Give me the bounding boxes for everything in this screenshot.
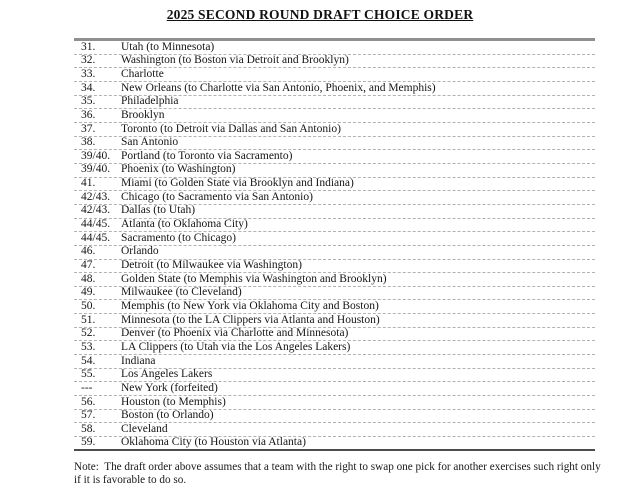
pick-number: 51. — [81, 313, 96, 326]
team-entry: Phoenix (to Washington) — [121, 164, 236, 176]
table-row — [74, 55, 595, 69]
table-row — [74, 437, 595, 451]
pick-number: 55. — [81, 368, 96, 381]
pick-number: 59. — [81, 436, 96, 449]
table-row — [74, 328, 595, 342]
table-row — [74, 219, 595, 233]
table-row — [74, 164, 595, 178]
pick-number: 37. — [81, 122, 96, 135]
team-entry: Minnesota (to the LA Clippers via Atlanta and Houston) — [121, 314, 380, 326]
table-row — [74, 41, 595, 55]
team-entry: Milwaukee (to Cleveland) — [121, 287, 242, 299]
team-entry: Chicago (to Sacramento via San Antonio) — [121, 191, 313, 203]
team-entry: Philadelphia — [121, 96, 179, 108]
team-entry: San Antonio — [121, 137, 179, 149]
pick-number: 38. — [81, 136, 96, 149]
pick-number: 39/40. — [81, 163, 111, 176]
pick-number: 42/43. — [81, 190, 111, 203]
pick-number: 44/45. — [81, 231, 111, 244]
table-row — [74, 260, 595, 274]
team-entry: Los Angeles Lakers — [121, 369, 213, 381]
table-row — [74, 287, 595, 301]
pick-number: 49. — [81, 286, 96, 299]
table-row — [74, 341, 595, 355]
team-entry: New York (forfeited) — [121, 382, 218, 394]
pick-number: 44/45. — [81, 218, 111, 231]
pick-number: 53. — [81, 341, 96, 354]
table-row — [74, 68, 595, 82]
team-entry: Cleveland — [121, 423, 168, 435]
pick-number: 31. — [81, 40, 96, 53]
table-row — [74, 178, 595, 192]
table-row — [74, 246, 595, 260]
team-entry: Atlanta (to Oklahoma City) — [121, 219, 248, 231]
table-row — [74, 410, 595, 424]
footnote-line-2: if it is favorable to do so. — [74, 473, 187, 486]
pick-number: 58. — [81, 422, 96, 435]
draft-order-table — [74, 38, 595, 451]
team-entry: Sacramento (to Chicago) — [121, 232, 236, 244]
pick-number: 36. — [81, 108, 96, 121]
team-entry: Charlotte — [121, 68, 164, 80]
team-entry: Golden State (to Memphis via Washington and Brooklyn) — [121, 273, 387, 285]
pick-number: 32. — [81, 54, 96, 67]
table-row — [74, 382, 595, 396]
table-row — [74, 355, 595, 369]
team-entry: New Orleans (to Charlotte via San Antonio, Phoenix, and Memphis) — [121, 82, 436, 94]
table-row — [74, 96, 595, 110]
table-row — [74, 423, 595, 437]
team-entry: LA Clippers (to Utah via the Los Angeles Lakers) — [121, 342, 351, 354]
table-row — [74, 137, 595, 151]
pick-number: 34. — [81, 81, 96, 94]
table-row — [74, 123, 595, 137]
page-title: 2025 SECOND ROUND DRAFT CHOICE ORDER — [166, 7, 474, 22]
table-row — [74, 273, 595, 287]
pick-number: 41. — [81, 177, 96, 190]
pick-number: 35. — [81, 95, 96, 108]
table-row — [74, 396, 595, 410]
table-row — [74, 205, 595, 219]
team-entry: Denver (to Phoenix via Charlotte and Minnesota) — [121, 328, 349, 340]
footnote — [74, 461, 614, 486]
pick-number: 57. — [81, 409, 96, 422]
pick-number: 46. — [81, 245, 96, 258]
team-entry: Indiana — [121, 355, 156, 367]
team-entry: Oklahoma City (to Houston via Atlanta) — [121, 437, 306, 449]
team-entry: Utah (to Minnesota) — [121, 41, 215, 53]
pick-number: 56. — [81, 395, 96, 408]
table-row — [74, 109, 595, 123]
table-row — [74, 191, 595, 205]
pick-number: 48. — [81, 272, 96, 285]
table-row — [74, 82, 595, 96]
team-entry: Boston (to Orlando) — [121, 410, 214, 422]
team-entry: Portland (to Toronto via Sacramento) — [121, 150, 293, 162]
pick-number: 54. — [81, 354, 96, 367]
table-row — [74, 314, 595, 328]
pick-number: 42/43. — [81, 204, 111, 217]
team-entry: Houston (to Memphis) — [121, 396, 226, 408]
team-entry: Memphis (to New York via Oklahoma City and Boston) — [121, 301, 379, 313]
team-entry: Miami (to Golden State via Brooklyn and Indiana) — [121, 178, 354, 190]
team-entry: Brooklyn — [121, 109, 165, 121]
team-entry: Orlando — [121, 246, 159, 258]
pick-number: --- — [81, 381, 93, 394]
team-entry: Washington (to Boston via Detroit and Brooklyn) — [121, 55, 349, 67]
table-row — [74, 150, 595, 164]
table-row — [74, 369, 595, 383]
team-entry: Dallas (to Utah) — [121, 205, 196, 217]
table-row — [74, 300, 595, 314]
pick-number: 33. — [81, 67, 96, 80]
table-row — [74, 232, 595, 246]
pick-number: 50. — [81, 300, 96, 313]
team-entry: Detroit (to Milwaukee via Washington) — [121, 260, 302, 272]
team-entry: Toronto (to Detroit via Dallas and San Antonio) — [121, 123, 341, 135]
pick-number: 39/40. — [81, 149, 111, 162]
pick-number: 47. — [81, 259, 96, 272]
footnote-line-1: Note: The draft order above assumes that a team with the right to swap one pick for another exercises such right only — [74, 461, 601, 473]
pick-number: 52. — [81, 327, 96, 340]
